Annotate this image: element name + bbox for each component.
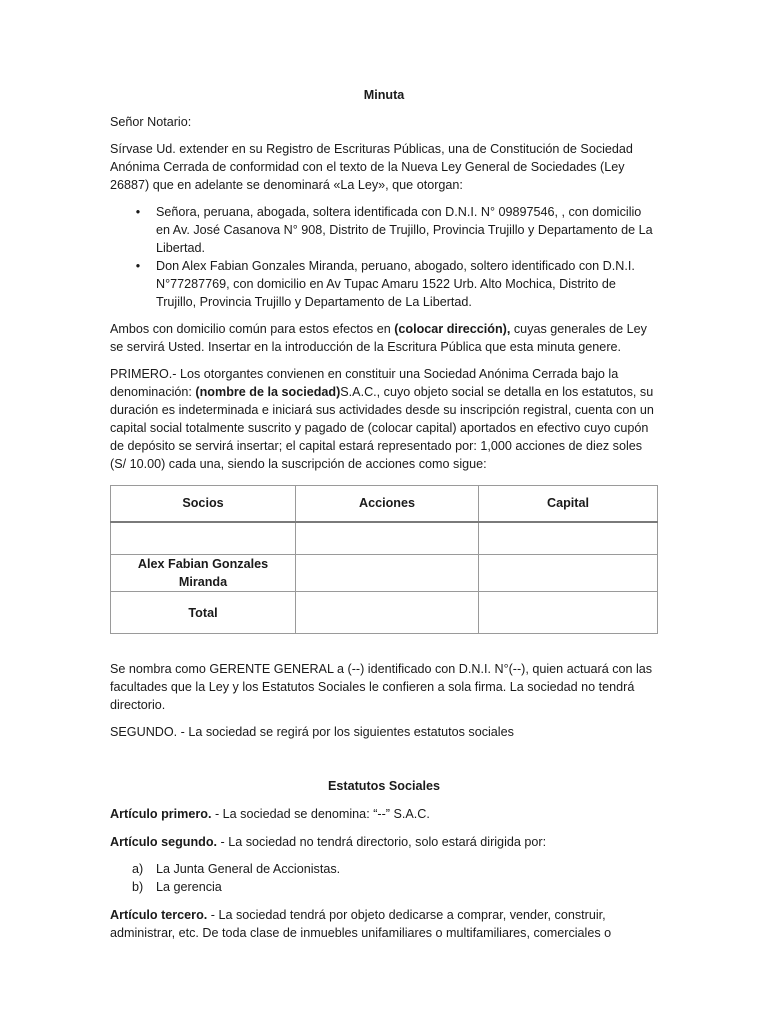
list-item <box>110 860 658 878</box>
table-header-row <box>111 486 658 522</box>
column-header-capital: Capital <box>479 486 658 522</box>
domicilio-text: cuyas generales de Ley se servirá Usted. Insertar en la introducción de la Escritura Pública que esta minuta genere. <box>110 322 647 354</box>
bullet-icon: • <box>135 205 141 219</box>
articulo-primero <box>110 805 658 823</box>
domicilio-placeholder: (colocar dirección), <box>394 322 511 336</box>
list-item <box>110 257 658 311</box>
table-row <box>111 522 658 555</box>
articulo-label: Artículo segundo. <box>110 835 218 849</box>
column-header-socios: Socios <box>111 486 296 522</box>
articulo-label: Artículo tercero. <box>110 908 208 922</box>
document-body <box>110 86 658 942</box>
table-row <box>111 555 658 592</box>
table-cell <box>296 555 479 592</box>
estatutos-title: Estatutos Sociales <box>328 779 440 793</box>
list-marker: b) <box>132 880 144 894</box>
list-marker: a) <box>132 862 144 876</box>
articulo-text: - La sociedad tendrá por objeto dedicarse a comprar, vender, construir, administrar, etc. De toda clase de inmuebles unifamiliares o multifamiliares, comerciales o <box>110 908 612 940</box>
table-cell: Total <box>111 592 296 634</box>
organos-list <box>110 860 658 896</box>
primero-paragraph <box>110 365 658 473</box>
otorgantes-list <box>110 203 658 311</box>
gerente-paragraph: Se nombra como GERENTE GENERAL a (--) identificado con D.N.I. N°(--), quien actuará con las facultades que la Ley y los Estatutos Sociales le confieren a sola firma. La sociedad no tendrá directorio. <box>110 662 653 712</box>
domicilio-text: Ambos con domicilio común para estos efectos en <box>110 322 395 336</box>
articulo-segundo <box>110 833 658 851</box>
table-cell <box>296 522 479 555</box>
table-cell <box>479 592 658 634</box>
articulo-text: - La sociedad se denomina: “--” S.A.C. <box>211 807 430 821</box>
table-cell <box>296 592 479 634</box>
articulo-tercero <box>110 906 658 942</box>
bullet-icon: • <box>135 259 141 273</box>
list-item <box>110 203 658 257</box>
articulo-label: Artículo primero. <box>110 807 212 821</box>
table-row <box>111 592 658 634</box>
salutation: Señor Notario: <box>110 115 192 129</box>
list-item-text: La gerencia <box>156 880 222 894</box>
primero-text: S.A.C., cuyo objeto social se detalla en los estatutos, su duración es indeterminada e iniciará sus actividades desde su inscripción registral, cuenta con un capital social totalmente suscrito y pagado de (colocar capital) aportados en efectivo cuyo cupón de depósito se servirá insertar; el capital estará representado por: 1,000 acciones de diez soles (S/ 10.00) cada una, siendo la suscripción de acciones como sigue: <box>110 385 654 471</box>
table-cell <box>479 555 658 592</box>
articulo-text: - La sociedad no tendrá directorio, solo estará dirigida por: <box>217 835 547 849</box>
table-cell <box>111 522 296 555</box>
list-item <box>110 878 658 896</box>
primero-text: PRIMERO.- Los otorgantes convienen en constituir una Sociedad Anónima Cerrada bajo la denominación: <box>110 367 619 399</box>
column-header-acciones: Acciones <box>296 486 479 522</box>
list-item-text: La Junta General de Accionistas. <box>156 862 341 876</box>
domicilio-paragraph <box>110 320 658 356</box>
suscripcion-table <box>110 485 658 634</box>
segundo-paragraph: SEGUNDO. - La sociedad se regirá por los siguientes estatutos sociales <box>110 725 514 739</box>
otorgante-text: Don Alex Fabian Gonzales Miranda, peruano, abogado, soltero identificado con D.N.I. N°77287769, con domicilio en Av Tupac Amaru 1522 Urb. Alto Mochica, Distrito de Trujillo, Provincia Trujillo y Departamento de La Libertad. <box>156 259 635 309</box>
otorgante-text: Señora, peruana, abogada, soltera identificada con D.N.I. N° 09897546, , con domicilio en Av. José Casanova N° 908, Distrito de Trujillo, Provincia Trujillo y Departamento de La Libertad. <box>156 205 653 255</box>
sociedad-placeholder: (nombre de la sociedad) <box>195 385 341 399</box>
intro-paragraph: Sírvase Ud. extender en su Registro de Escrituras Públicas, una de Constitución de Sociedad Anónima Cerrada de conformidad con el texto de la Nueva Ley General de Sociedades (Ley 26887) que en adelante se denominará «La Ley», que otorgan: <box>110 142 633 192</box>
document-title: Minuta <box>363 88 405 102</box>
table-cell <box>479 522 658 555</box>
table-cell: Alex Fabian Gonzales Miranda <box>111 555 296 592</box>
